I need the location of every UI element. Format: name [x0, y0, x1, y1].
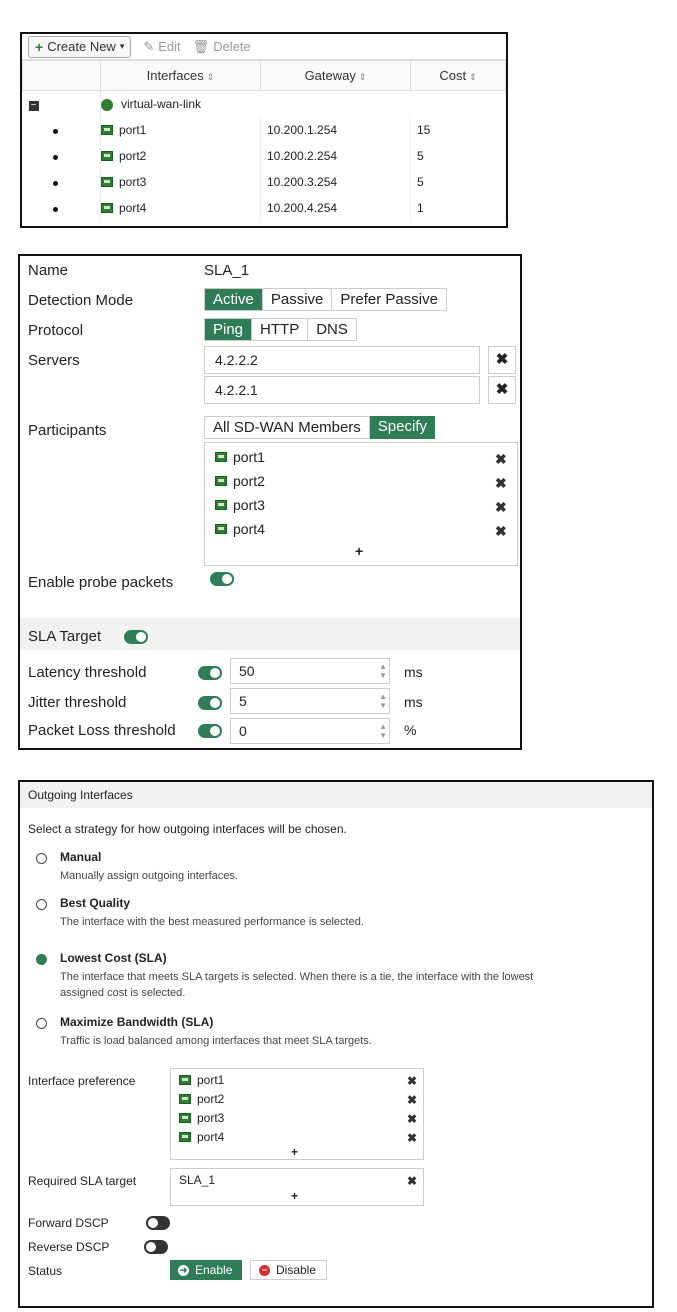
strategy-intro: Select a strategy for how outgoing interfaces will be chosen.: [28, 822, 347, 836]
add-preference-icon[interactable]: +: [291, 1145, 299, 1159]
radio-lowest-cost[interactable]: [36, 954, 47, 965]
port-icon: [215, 452, 227, 462]
list-item: port4: [215, 521, 265, 537]
bullet-icon: [53, 155, 58, 160]
list-item: port1: [179, 1073, 224, 1087]
delete-button[interactable]: [193, 39, 251, 55]
protocol-ping-option[interactable]: Ping: [205, 319, 252, 340]
enable-button[interactable]: [170, 1260, 242, 1280]
detection-passive-option[interactable]: Passive: [263, 289, 333, 310]
pencil-icon: ✎: [143, 38, 155, 54]
trash-icon: 🗑: [192, 38, 210, 54]
participants-list: [204, 442, 518, 566]
forward-dscp-toggle[interactable]: [146, 1216, 170, 1230]
port-icon: [179, 1075, 191, 1085]
strategy-lowest-cost-title: Lowest Cost (SLA): [60, 951, 167, 965]
edit-label: Edit: [158, 39, 181, 54]
edit-button[interactable]: [143, 39, 180, 55]
list-item: port3: [215, 497, 265, 513]
remove-preference-icon[interactable]: ✖: [407, 1093, 418, 1107]
sort-icon: ⇕: [469, 72, 477, 82]
port-icon: [101, 203, 113, 213]
remove-participant-icon[interactable]: ✖: [495, 523, 507, 539]
bullet-icon: [53, 129, 58, 134]
required-sla-label: Required SLA target: [28, 1174, 137, 1188]
table-row[interactable]: port3 10.200.3.254 5: [23, 169, 506, 195]
participants-selector: [204, 416, 435, 439]
name-value: SLA_1: [204, 262, 250, 279]
delete-label: Delete: [213, 39, 251, 54]
protocol-selector: [204, 318, 357, 341]
gateway-cell: 10.200.4.254: [261, 195, 411, 221]
port-icon: [215, 476, 227, 486]
remove-preference-icon[interactable]: ✖: [407, 1074, 418, 1088]
port-icon: [101, 151, 113, 161]
packet-loss-label: Packet Loss threshold: [28, 722, 176, 739]
latency-unit: ms: [404, 664, 423, 680]
interface-preference-label: Interface preference: [28, 1074, 136, 1088]
gateway-cell: 10.200.2.254: [261, 143, 411, 169]
add-sla-icon[interactable]: +: [291, 1189, 299, 1203]
protocol-label: Protocol: [28, 322, 84, 339]
enable-label: Enable: [195, 1263, 233, 1277]
strategy-max-bandwidth-desc: Traffic is load balanced among interfaces that meet SLA targets.: [60, 1035, 372, 1047]
list-item: port1: [215, 449, 265, 465]
spinner-icon[interactable]: ▲ ▼: [379, 722, 387, 740]
packet-loss-input[interactable]: 0 ▲ ▼: [230, 718, 390, 744]
disable-button[interactable]: [250, 1260, 327, 1280]
sla-form-panel: [18, 254, 522, 750]
server-input-2[interactable]: 4.2.2.1: [204, 376, 480, 404]
cost-cell: 1: [411, 195, 506, 221]
disable-circle-icon: −: [259, 1265, 270, 1276]
strategy-manual-title: Manual: [60, 850, 102, 864]
column-header-cost[interactable]: Cost ⇕: [411, 61, 506, 91]
table-row[interactable]: port2 10.200.2.254 5: [23, 143, 506, 169]
reverse-dscp-label: Reverse DSCP: [28, 1240, 110, 1254]
strategy-lowest-cost-desc: The interface that meets SLA targets is selected. When there is a tie, the interface with the lowest: [60, 971, 534, 983]
protocol-dns-option[interactable]: DNS: [316, 321, 348, 338]
disable-label: Disable: [276, 1263, 317, 1277]
detection-mode-selector: [204, 288, 447, 311]
participants-specify-option[interactable]: Specify: [370, 416, 435, 439]
wan-link-icon: [101, 99, 113, 111]
spinner-icon[interactable]: ▲ ▼: [379, 692, 387, 710]
table-group-row[interactable]: [23, 91, 506, 117]
radio-best-quality[interactable]: [36, 899, 47, 910]
sla-target-toggle[interactable]: [124, 630, 148, 644]
jitter-toggle[interactable]: [198, 696, 222, 710]
column-header-gateway[interactable]: Gateway ⇕: [261, 61, 411, 91]
interfaces-table: [22, 60, 506, 221]
detection-mode-label: Detection Mode: [28, 292, 134, 309]
remove-preference-icon[interactable]: ✖: [407, 1112, 418, 1126]
status-label: Status: [28, 1264, 63, 1278]
jitter-input[interactable]: 5 ▲ ▼: [230, 688, 390, 714]
interface-preference-list: [170, 1068, 424, 1160]
table-row[interactable]: port1 10.200.1.254 15: [23, 117, 506, 143]
remove-participant-icon[interactable]: ✖: [495, 499, 507, 515]
cost-cell: 5: [411, 169, 506, 195]
group-label: virtual-wan-link: [121, 96, 202, 111]
port-icon: [179, 1132, 191, 1142]
list-item: port3: [179, 1111, 224, 1125]
strategy-best-quality-title: Best Quality: [60, 896, 131, 910]
collapse-icon[interactable]: −: [29, 101, 39, 111]
port-icon: [179, 1094, 191, 1104]
outgoing-interfaces-panel: [18, 780, 654, 1308]
create-new-label: Create New: [47, 39, 116, 54]
detection-active-option[interactable]: Active: [205, 289, 263, 310]
sort-icon: ⇕: [206, 72, 215, 82]
jitter-label: Jitter threshold: [28, 694, 127, 711]
radio-maximize-bandwidth[interactable]: [36, 1018, 47, 1029]
bullet-icon: [53, 181, 58, 186]
jitter-unit: ms: [404, 694, 423, 710]
remove-sla-icon[interactable]: ✖: [407, 1174, 418, 1188]
detection-prefer-passive-option[interactable]: Prefer Passive: [340, 291, 438, 308]
sla-target-label: SLA Target: [28, 628, 102, 645]
section-header: Outgoing Interfaces: [20, 782, 652, 808]
probe-packets-toggle[interactable]: [210, 572, 234, 586]
gateway-cell: 10.200.3.254: [261, 169, 411, 195]
latency-toggle[interactable]: [198, 666, 222, 680]
latency-input[interactable]: 50 ▲ ▼: [230, 658, 390, 684]
cost-cell: 5: [411, 143, 506, 169]
packet-loss-toggle[interactable]: [198, 724, 222, 738]
list-item: port2: [179, 1092, 224, 1106]
create-new-button[interactable]: [28, 36, 131, 58]
probe-packets-label: Enable probe packets: [28, 574, 174, 591]
radio-manual[interactable]: [36, 853, 47, 864]
server-input-1[interactable]: 4.2.2.2: [204, 346, 480, 374]
port-icon: [215, 524, 227, 534]
port-icon: [215, 500, 227, 510]
add-participant-icon[interactable]: +: [355, 543, 364, 559]
interfaces-table-panel: [20, 32, 508, 228]
required-sla-list: [170, 1168, 424, 1206]
remove-preference-icon[interactable]: ✖: [407, 1131, 418, 1145]
bullet-icon: [53, 207, 58, 212]
sort-icon: ⇕: [358, 72, 367, 82]
table-toolbar: [22, 34, 506, 60]
plus-icon: +: [35, 38, 44, 55]
table-row[interactable]: port4 10.200.4.254 1: [23, 195, 506, 221]
remove-participant-icon[interactable]: ✖: [495, 451, 507, 467]
forward-dscp-label: Forward DSCP: [28, 1216, 109, 1230]
servers-label: Servers: [28, 352, 80, 369]
strategy-best-quality-desc: The interface with the best measured performance is selected.: [60, 916, 364, 928]
reverse-dscp-toggle[interactable]: [144, 1240, 168, 1254]
packet-loss-unit: %: [404, 722, 417, 738]
expand-column-header: [23, 61, 101, 91]
remove-server-1-icon[interactable]: ✖: [488, 346, 516, 374]
caret-down-icon: ▾: [119, 41, 125, 51]
strategy-manual-desc: Manually assign outgoing interfaces.: [60, 870, 238, 882]
participants-label: Participants: [28, 422, 107, 439]
column-header-interfaces[interactable]: Interfaces ⇕: [101, 61, 261, 91]
list-item: port2: [215, 473, 265, 489]
list-item: SLA_1: [179, 1173, 216, 1187]
latency-label: Latency threshold: [28, 664, 147, 681]
port-icon: [101, 177, 113, 187]
protocol-http-option[interactable]: HTTP: [252, 319, 308, 340]
strategy-lowest-cost-desc-2: assigned cost is selected.: [60, 987, 186, 999]
strategy-max-bandwidth-title: Maximize Bandwidth (SLA): [60, 1015, 214, 1029]
check-circle-icon: ➜: [179, 1264, 188, 1275]
port-icon: [179, 1113, 191, 1123]
list-item: port4: [179, 1130, 224, 1144]
port-icon: [101, 125, 113, 135]
name-label: Name: [28, 262, 69, 279]
gateway-cell: 10.200.1.254: [261, 117, 411, 143]
remove-server-2-icon[interactable]: ✖: [488, 376, 516, 404]
remove-participant-icon[interactable]: ✖: [495, 475, 507, 491]
spinner-icon[interactable]: ▲ ▼: [379, 662, 387, 680]
cost-cell: 15: [411, 117, 506, 143]
participants-all-option[interactable]: All SD-WAN Members: [204, 416, 370, 439]
